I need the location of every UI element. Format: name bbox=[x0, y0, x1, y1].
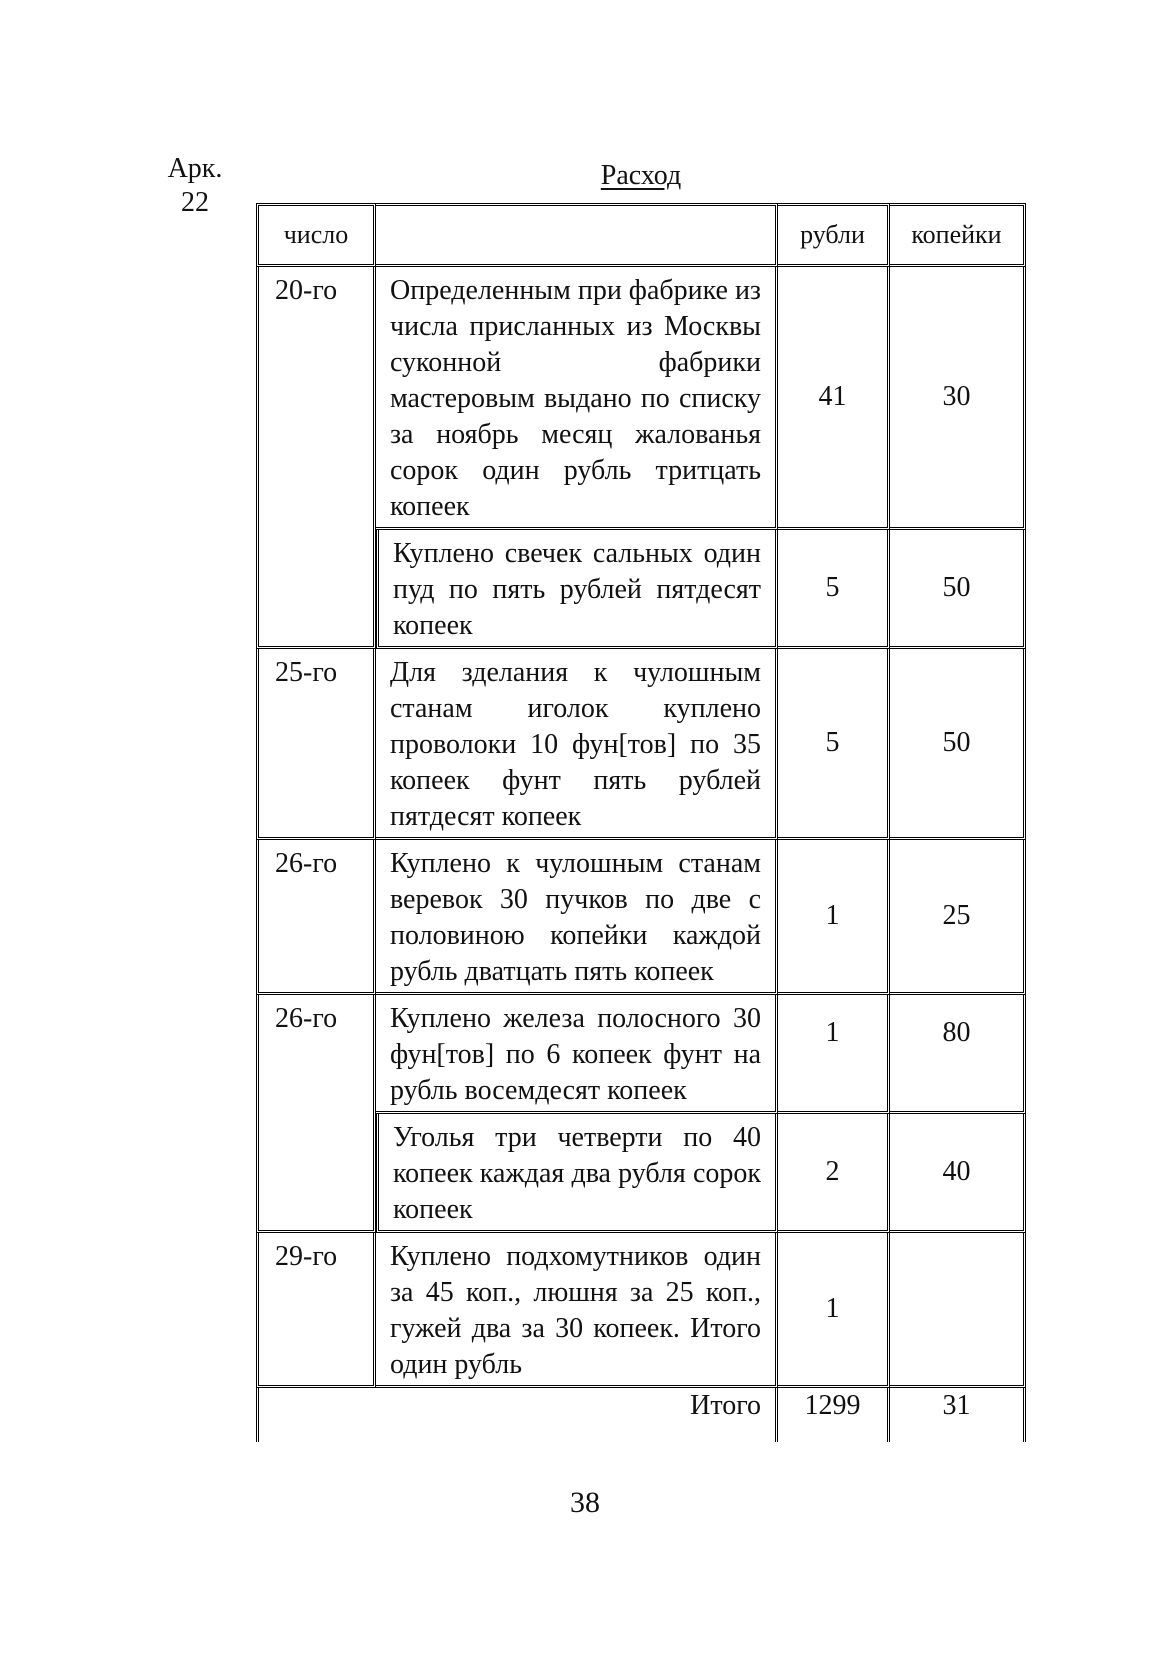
row-kopecks: 40 bbox=[890, 1114, 1026, 1233]
row-description: Куплено подхомутников один за 45 коп., люшня за 25 коп., гужей два за 30 копеек. Итого один рубль bbox=[376, 1233, 778, 1388]
row-rubles: 2 bbox=[778, 1114, 890, 1233]
row-rubles: 5 bbox=[778, 649, 890, 840]
table-row bbox=[256, 995, 1026, 1114]
header-kopecks: копейки bbox=[890, 203, 1026, 267]
row-date: 20-го bbox=[256, 267, 376, 649]
row-kopecks: 80 bbox=[890, 995, 1026, 1114]
row-date: 29-го bbox=[256, 1233, 376, 1388]
row-kopecks: 30 bbox=[890, 267, 1026, 530]
row-kopecks: 25 bbox=[890, 840, 1026, 995]
row-description: Куплено железа полосного 30 фун[тов] по 6 копеек фунт на рубль восемдесят копеек bbox=[376, 995, 778, 1114]
header-rubles: рубли bbox=[778, 203, 890, 267]
archive-sheet-label: Арк. bbox=[167, 153, 223, 184]
row-description: Определенным при фабрике из числа присланных из Москвы суконной фабрики мастеровым выдано по списку за ноябрь месяц жалованья сорок один рубль тритцать копеек bbox=[376, 267, 778, 530]
row-rubles: 1 bbox=[778, 995, 890, 1114]
table-row bbox=[256, 840, 1026, 995]
row-description: Куплено свечек сальных один пуд по пять рублей пятдесят копеек bbox=[376, 530, 778, 649]
row-description: Уголья три четверти по 40 копеек каждая два рубля сорок копеек bbox=[376, 1114, 778, 1233]
total-kopecks: 31 bbox=[890, 1388, 1026, 1442]
table-row bbox=[256, 1233, 1026, 1388]
archive-sheet-note bbox=[160, 152, 230, 220]
row-rubles: 1 bbox=[778, 840, 890, 995]
total-label: Итого bbox=[256, 1388, 778, 1442]
total-rubles: 1299 bbox=[778, 1388, 890, 1442]
expense-table bbox=[256, 203, 1026, 1442]
table-row bbox=[256, 267, 1026, 530]
row-date: 26-го bbox=[256, 995, 376, 1233]
row-kopecks bbox=[890, 1233, 1026, 1388]
row-kopecks: 50 bbox=[890, 530, 1026, 649]
row-rubles: 41 bbox=[778, 267, 890, 530]
row-rubles: 5 bbox=[778, 530, 890, 649]
total-row bbox=[256, 1388, 1026, 1442]
table-header-row bbox=[256, 203, 1026, 267]
header-date: число bbox=[256, 203, 376, 267]
row-kopecks: 50 bbox=[890, 649, 1026, 840]
page-number: 38 bbox=[570, 1486, 600, 1519]
row-date: 25-го bbox=[256, 649, 376, 840]
section-heading: Расход bbox=[600, 160, 682, 191]
row-rubles: 1 bbox=[778, 1233, 890, 1388]
archive-sheet-number: 22 bbox=[181, 187, 209, 218]
row-description: Куплено к чулошным станам веревок 30 пучков по две с половиною копейки каждой рубль дватцать пять копеек bbox=[376, 840, 778, 995]
row-description: Для зделания к чулошным станам иголок куплено проволоки 10 фун[тов] по 35 копеек фунт пять рублей пятдесят копеек bbox=[376, 649, 778, 840]
row-date: 26-го bbox=[256, 840, 376, 995]
table-row bbox=[256, 649, 1026, 840]
header-description bbox=[376, 203, 778, 267]
